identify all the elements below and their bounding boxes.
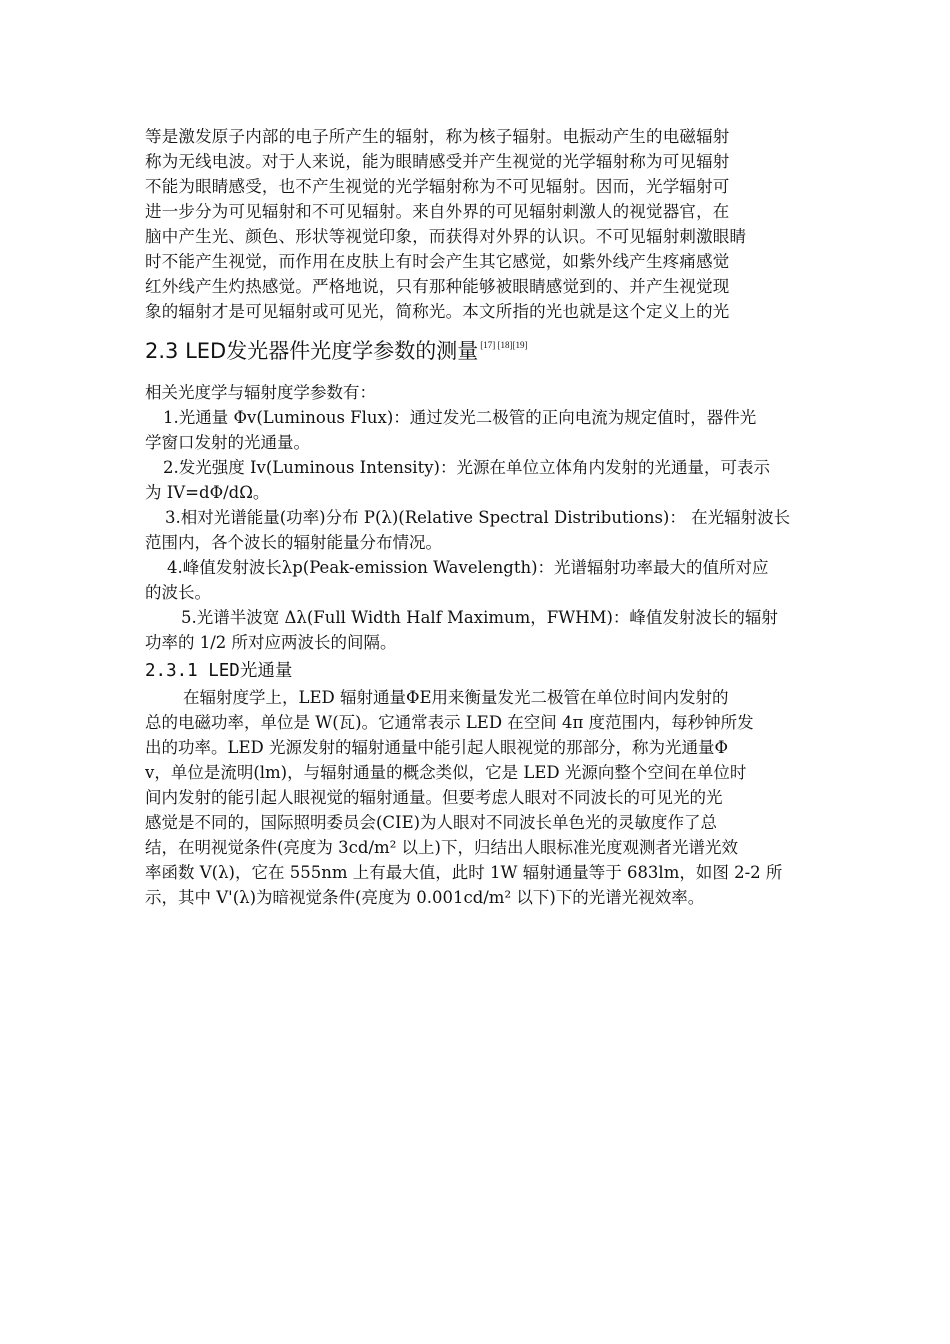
text-line: 红外线产生灼热感觉。严格地说，只有那种能够被眼睛感觉到的、并产生视觉现 xyxy=(145,277,730,296)
text-line: 在辐射度学上，LED 辐射通量ΦE用来衡量发光二极管在单位时间内发射的 xyxy=(183,688,729,707)
section-heading xyxy=(145,330,809,363)
param-line: 功率的 1/2 所对应两波长的间隔。 xyxy=(145,633,397,652)
text-line: 不能为眼睛感受，也不产生视觉的光学辐射称为不可见辐射。因而，光学辐射可 xyxy=(145,177,730,196)
param-line: 3.相对光谱能量(功率)分布 P(λ)(Relative Spectral Distributions)： 在光辐射波长 xyxy=(165,508,791,527)
body-paragraph xyxy=(145,685,809,910)
param-line: 的波长。 xyxy=(145,583,211,602)
param-line: 2.发光强度 Iv(Luminous Intensity)：光源在单位立体角内发射的光通量，可表示 xyxy=(163,458,770,477)
param-line: 范围内，各个波长的辐射能量分布情况。 xyxy=(145,533,442,552)
param-item xyxy=(145,405,809,455)
param-line: 5.光谱半波宽 Δλ(Full Width Half Maximum，FWHM)：峰值发射波长的辐射 xyxy=(181,608,778,627)
text-line: 时不能产生视觉，而作用在皮肤上有时会产生其它感觉，如紫外线产生疼痛感觉 xyxy=(145,252,730,271)
text-line: 率函数 V(λ)，它在 555nm 上有最大值，此时 1W 辐射通量等于 683lm，如图 2-2 所 xyxy=(145,863,783,882)
spacer xyxy=(145,360,809,380)
section-title: 2.3 LED发光器件光度学参数的测量 xyxy=(145,339,479,363)
text-line: 等是激发原子内部的电子所产生的辐射，称为核子辐射。电振动产生的电磁辐射 xyxy=(145,127,730,146)
param-line: 为 IV=dΦ/dΩ。 xyxy=(145,483,270,502)
param-line: 1.光通量 Φv(Luminous Flux)：通过发光二极管的正向电流为规定值时，器件光 xyxy=(163,408,757,427)
param-item xyxy=(145,455,809,505)
subsection-heading: 2.3.1 LED光通量 xyxy=(145,661,293,681)
citation-refs[interactable]: [17] [18][19] xyxy=(480,340,528,350)
text-line: 结，在明视觉条件(亮度为 3cd/m² 以上)下，归结出人眼标准光度观测者光谱光效 xyxy=(145,838,738,857)
intro-paragraph xyxy=(145,124,809,324)
text-line: 称为无线电波。对于人来说，能为眼睛感受并产生视觉的光学辐射称为可见辐射 xyxy=(145,152,730,171)
document-page xyxy=(145,124,809,910)
text-line: 示，其中 V'(λ)为暗视觉条件(亮度为 0.001cd/m² 以下)下的光谱光视效率。 xyxy=(145,888,705,907)
param-item xyxy=(145,505,809,555)
text-line: 出的功率。LED 光源发射的辐射通量中能引起人眼视觉的那部分，称为光通量Φ xyxy=(145,738,729,757)
param-item xyxy=(145,605,809,655)
param-list xyxy=(145,405,809,655)
text-line: 间内发射的能引起人眼视觉的辐射通量。但要考虑人眼对不同波长的可见光的光 xyxy=(145,788,723,807)
param-item xyxy=(145,555,809,605)
text-line: 进一步分为可见辐射和不可见辐射。来自外界的可见辐射刺激人的视觉器官，在 xyxy=(145,202,730,221)
param-line: 4.峰值发射波长λp(Peak-emission Wavelength)：光谱辐射功率最大的值所对应 xyxy=(167,558,769,577)
text-line: 感觉是不同的，国际照明委员会(CIE)为人眼对不同波长单色光的灵敏度作了总 xyxy=(145,813,718,832)
text-line: 脑中产生光、颜色、形状等视觉印象，而获得对外界的认识。不可见辐射刺激眼睛 xyxy=(145,227,747,246)
text-line: 总的电磁功率，单位是 W(瓦)。它通常表示 LED 在空间 4π 度范围内，每秒钟所发 xyxy=(145,713,754,732)
text-line: 象的辐射才是可见辐射或可见光，简称光。本文所指的光也就是这个定义上的光 xyxy=(145,302,730,321)
params-intro: 相关光度学与辐射度学参数有： xyxy=(145,383,376,402)
param-line: 学窗口发射的光通量。 xyxy=(145,433,310,452)
text-line: v，单位是流明(lm)，与辐射通量的概念类似，它是 LED 光源向整个空间在单位时 xyxy=(145,763,747,782)
